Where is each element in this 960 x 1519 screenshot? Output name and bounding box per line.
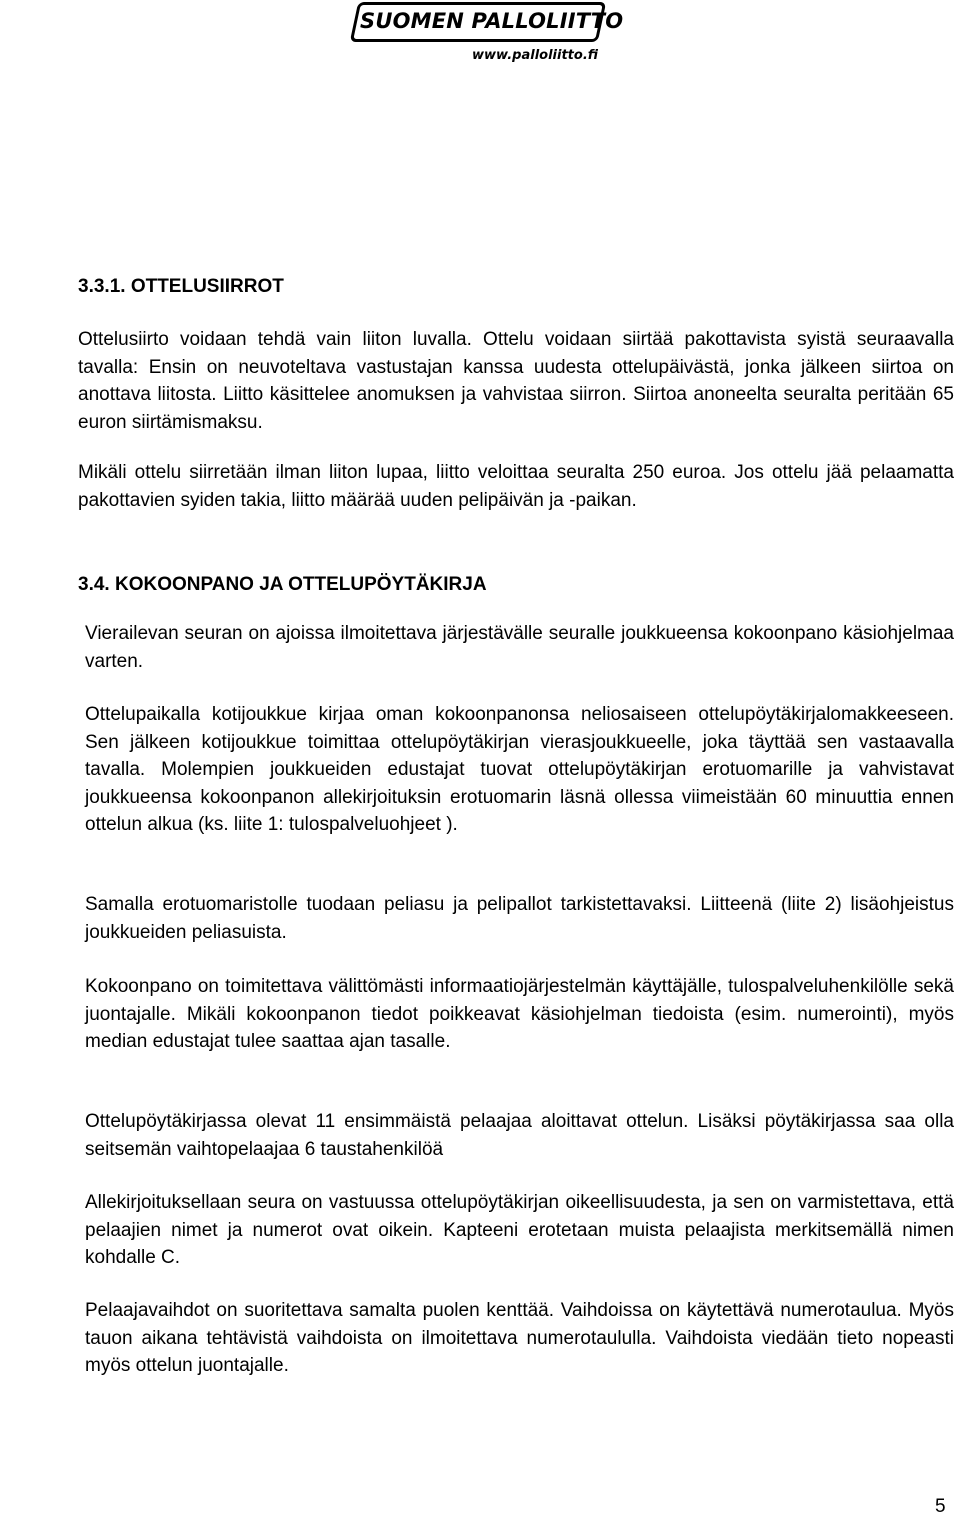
paragraph-aloittavat-pelaajat: Ottelupöytäkirjassa olevat 11 ensimmäistä pelaajaa aloittavat ottelun. Lisäksi pöytäkirjassa saa olla seitsemän vaihtopelaajaa 6 taustahenkilöä: [85, 1111, 954, 1160]
paragraph-siirto-ilman-lupaa: Mikäli ottelu siirretään ilman liiton lupaa, liitto veloittaa seuralta 250 euroa. Jos ottelu jää pelaamatta pakottavien syiden takia, liitto määrää uuden pelipäivän ja -paikan.: [78, 462, 954, 511]
section-heading-ottelusiirrot: 3.3.1. OTTELUSIIRROT: [78, 276, 284, 297]
page-number: 5: [935, 1496, 946, 1517]
paragraph-kokoonpano-toimitettava: Kokoonpano on toimitettava välittömästi informaatiojärjestelmän käyttäjälle, tulospalveluhenkilölle sekä juontajalle. Mikäli kokoonpanon tiedot poikkeavat käsiohjelman tiedoista (esim. numerointi), myös median edustajat tulee saattaa ajan tasalle.: [85, 976, 954, 1052]
logo-text: SUOMEN PALLOLIITTO: [360, 9, 624, 33]
paragraph-ottelupaikalla: Ottelupaikalla kotijoukkue kirjaa oman kokoonpanonsa neliosaiseen ottelupöytäkirjalomakkeeseen. Sen jälkeen kotijoukkue toimittaa ottelupöytäkirjan vierasjoukkueelle, joka täyttää sen vastaavalla tavalla. Molempien joukkueiden edustajat tuovat ottelupöytäkirjan erotuomarille ja vahvistavat joukkueensa kokoonpanon allekirjoituksin erotuomarin läsnä ollessa viimeistään 60 minuuttia ennen ottelun alkua (ks. liite 1: tulospalveluohjeet ).: [85, 704, 954, 835]
palloliitto-logo: [348, 2, 624, 70]
section-heading-kokoonpano: 3.4. KOKOONPANO JA OTTELUPÖYTÄKIRJA: [78, 574, 487, 595]
logo-url: www.palloliitto.fi: [472, 48, 598, 63]
paragraph-erotuomaristolle: Samalla erotuomaristolle tuodaan peliasu ja pelipallot tarkistettavaksi. Liitteenä (liite 2) lisäohjeistus joukkueiden peliasuista.: [85, 894, 954, 943]
paragraph-pelaajavaihdot: Pelaajavaihdot on suoritettava samalta puolen kenttää. Vaihdoissa on käytettävä numerotaulua. Myös tauon aikana tehtävistä vaihdoista on ilmoitettava numerotaululla. Vaihdoista viedään tieto nopeasti myös ottelun juontajalle.: [85, 1300, 954, 1376]
paragraph-vierailevan-seuran: Vierailevan seuran on ajoissa ilmoitettava järjestävälle seuralle joukkueensa kokoonpano käsiohjelmaa varten.: [85, 623, 954, 672]
paragraph-siirto-luvalla: Ottelusiirto voidaan tehdä vain liiton luvalla. Ottelu voidaan siirtää pakottavista syistä seuraavalla tavalla: Ensin on neuvoteltava vastustajan kanssa uudesta ottelupäivästä, jonka jälkeen siirtoa on anottava liitosta. Liitto käsittelee anomuksen ja vahvistaa siirron. Siirtoa anoneelta seuralta peritään 65 euron siirtämismaksu.: [78, 329, 954, 433]
paragraph-allekirjoitus: Allekirjoituksellaan seura on vastuussa ottelupöytäkirjan oikeellisuudesta, ja sen on varmistettava, että pelaajien nimet ja numerot ovat oikein. Kapteeni erotetaan muista pelaajista merkitsemällä nimen kohdalle C.: [85, 1192, 954, 1268]
